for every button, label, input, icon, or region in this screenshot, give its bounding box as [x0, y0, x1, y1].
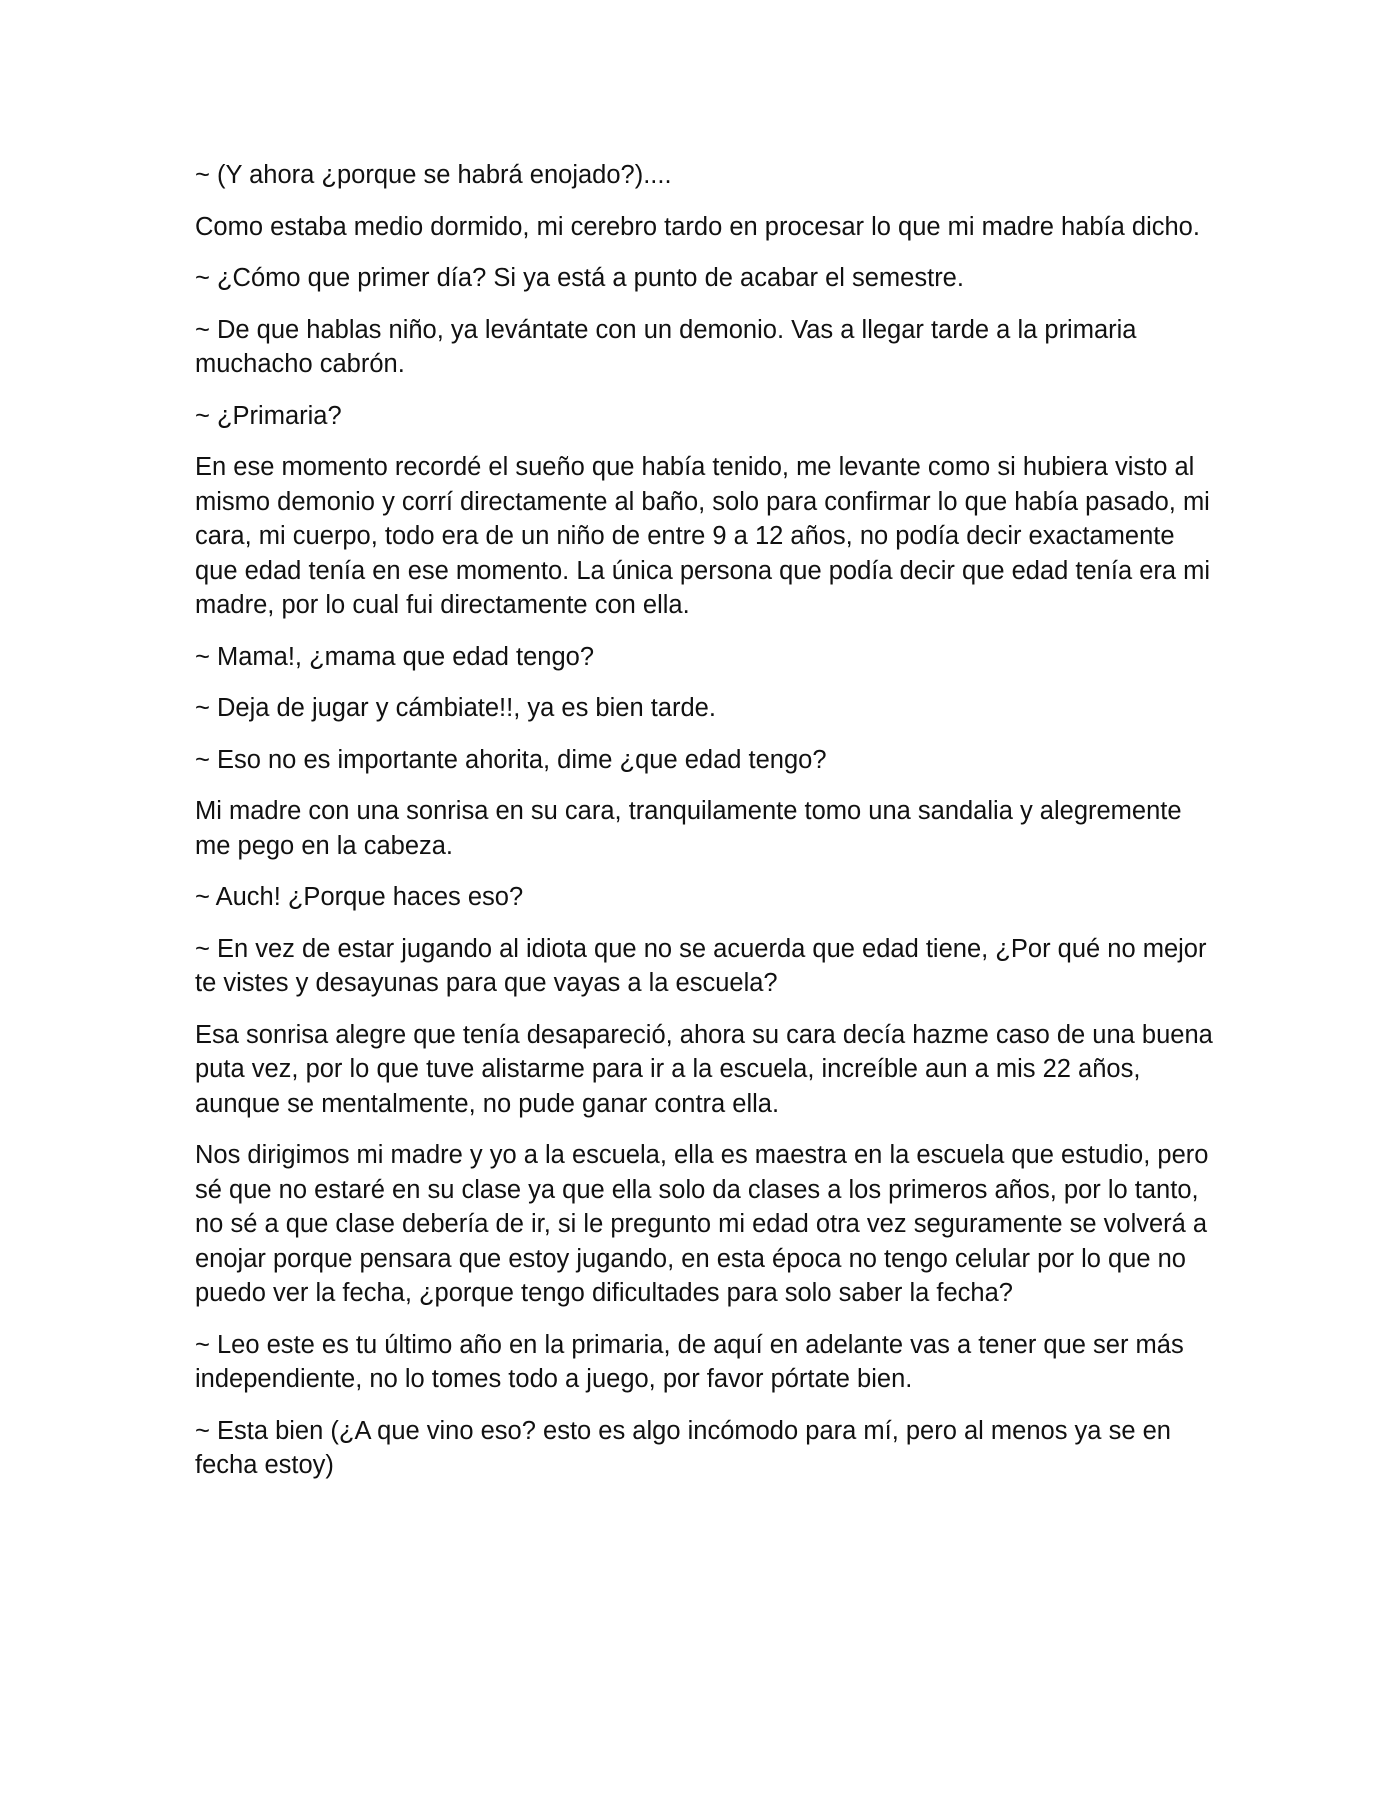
- dialogue-line: ~ De que hablas niño, ya levántate con un demonio. Vas a llegar tarde a la primaria muchacho cabrón.: [195, 315, 1137, 378]
- narrative-paragraph: Esa sonrisa alegre que tenía desapareció, ahora su cara decía hazme caso de una buena puta vez, por lo que tuve alistarme para ir a la escuela, increíble aun a mis 22 años, aunque se mentalmente, no pude ganar contra ella.: [195, 1020, 1213, 1118]
- dialogue-line: ~ Eso no es importante ahorita, dime ¿que edad tengo?: [195, 745, 827, 774]
- dialogue-line: ~ Deja de jugar y cámbiate!!, ya es bien tarde.: [195, 694, 716, 722]
- dialogue-line: ~ Auch! ¿Porque haces eso?: [195, 883, 524, 911]
- dialogue-line: ~ (Y ahora ¿porque se habrá enojado?)....: [195, 161, 672, 189]
- narrative-paragraph: Mi madre con una sonrisa en su cara, tranquilamente tomo una sandalia y alegremente me pego en la cabeza.: [195, 797, 1182, 860]
- dialogue-line: ~ Leo este es tu último año en la primaria, de aquí en adelante vas a tener que ser más independiente, no lo tomes todo a juego, por favor pórtate bien.: [195, 1330, 1184, 1393]
- narrative-paragraph: En ese momento recordé el sueño que había tenido, me levante como si hubiera visto al mismo demonio y corrí directamente al baño, solo para confirmar lo que había pasado, mi cara, mi cuerpo, todo era de un niño de entre 9 a 12 años, no podía decir exactamente que edad tenía en ese momento. La única persona que podía decir que edad tenía era mi madre, por lo cual fui directamente con ella.: [195, 453, 1211, 619]
- dialogue-line: ~ En vez de estar jugando al idiota que no se acuerda que edad tiene, ¿Por qué no mejor te vistes y desayunas para que vayas a la escuela?: [195, 934, 1207, 997]
- dialogue-line: ~ Mama!, ¿mama que edad tengo?: [195, 642, 595, 671]
- dialogue-line: ~ ¿Cómo que primer día? Si ya está a punto de acabar el semestre.: [195, 264, 964, 292]
- dialogue-line: ~ ¿Primaria?: [195, 401, 342, 430]
- dialogue-line: ~ Esta bien (¿A que vino eso? esto es algo incómodo para mí, pero al menos ya se en fecha estoy): [195, 1416, 1171, 1479]
- document-body: [195, 158, 1215, 1500]
- narrative-paragraph: Como estaba medio dormido, mi cerebro tardo en procesar lo que mi madre había dicho.: [195, 212, 1200, 241]
- narrative-paragraph: Nos dirigimos mi madre y yo a la escuela, ella es maestra en la escuela que estudio, pero sé que no estaré en su clase ya que ella solo da clases a los primeros años, por lo tanto, no sé a que clase debería de ir, si le pregunto mi edad otra vez seguramente se volverá a enojar porque pensara que estoy jugando, en esta época no tengo celular por lo que no puedo ver la fecha, ¿porque tengo dificultades para solo saber la fecha?: [195, 1141, 1209, 1307]
